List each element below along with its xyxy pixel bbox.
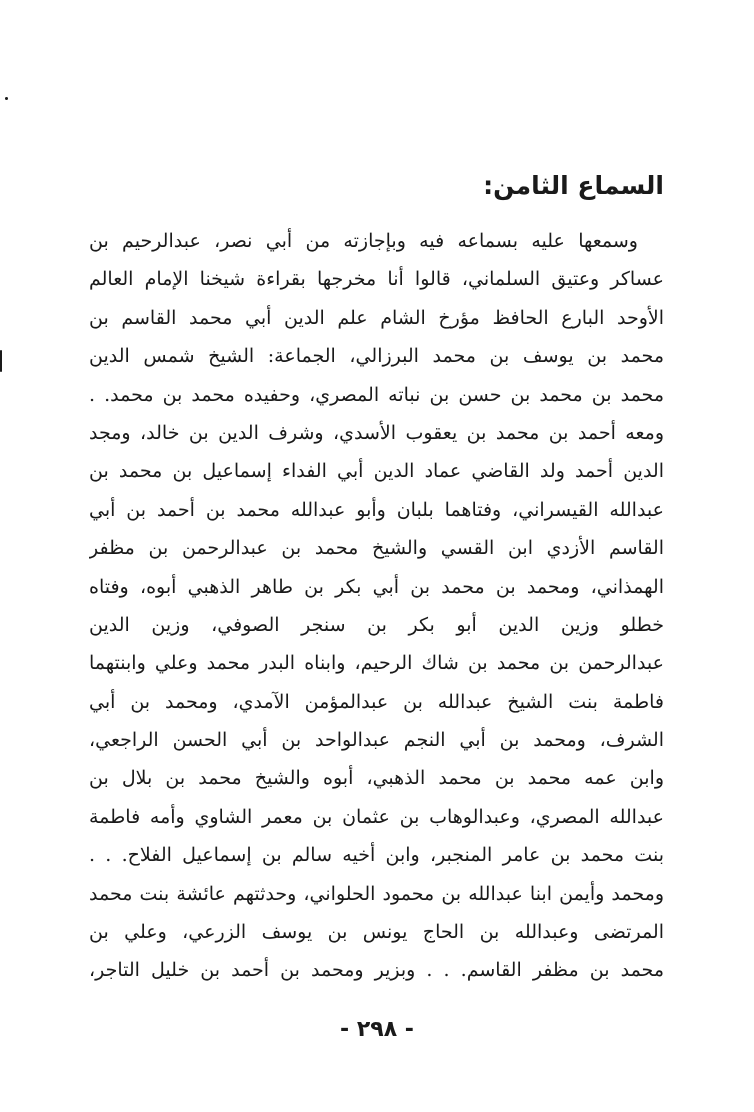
scan-speck: [5, 97, 8, 100]
text-line: الدين أحمد ولد القاضي عماد الدين أبي الفداء إسماعيل بن محمد بن: [89, 460, 664, 483]
text-line: الشرف، ومحمد بن أبي النجم عبدالواحد بن أبي الحسن الراجعي،: [89, 729, 664, 752]
text-line: عبدالله القيسراني، وفتاهما بلبان وأبو عبدالله محمد بن أحمد بن أبي: [89, 498, 664, 521]
text-line: القاسم الأزدي ابن القسي والشيخ محمد بن عبدالرحمن بن مظفر: [89, 537, 664, 560]
text-line: عبدالرحمن بن محمد بن شاك الرحيم، وابناه البدر محمد وعلي وابنتهما: [89, 652, 664, 675]
text-line: بنت محمد بن عامر المنجبر، وابن أخيه سالم بن إسماعيل الفلاح. . .: [89, 844, 664, 867]
text-line: فاطمة بنت الشيخ عبدالله بن عبدالمؤمن الآمدي، ومحمد بن أبي: [89, 690, 664, 713]
text-line: الأوحد البارع الحافظ مؤرخ الشام علم الدين أبي محمد القاسم بن: [89, 306, 664, 329]
text-line: ومعه أحمد بن محمد بن يعقوب الأسدي، وشرف الدين بن خالد، ومجد: [89, 421, 664, 444]
section-title: السماع الثامن:: [483, 171, 664, 200]
text-line: محمد بن مظفر القاسم. . . وبزير ومحمد بن أحمد بن خليل التاجر،: [89, 959, 664, 982]
page-number: - ٢٩٨ -: [340, 1017, 414, 1042]
text-line: الهمذاني، ومحمد بن محمد بن أبي بكر بن طاهر الذهبي أبوه، وفتاه: [89, 575, 664, 598]
text-line: محمد بن يوسف بن محمد البرزالي، الجماعة: الشيخ شمس الدين: [89, 345, 664, 368]
text-line: ومحمد وأيمن ابنا عبدالله بن محمود الحلواني، وحدثتهم عائشة بنت محمد: [89, 882, 664, 905]
text-line: عبدالله المصري، وعبدالوهاب بن عثمان بن معمر الشاوي وأمه فاطمة: [89, 805, 664, 828]
text-line: وسمعها عليه بسماعه فيه وبإجازته من أبي نصر، عبدالرحيم بن: [89, 230, 638, 252]
text-line: المرتضى وعبدالله بن الحاج يونس بن يوسف الزرعي، وعلي بن: [89, 921, 664, 944]
scan-edge-line: [0, 350, 2, 372]
text-line: خطلو وزين الدين أبو بكر بن سنجر الصوفي، وزين الدين: [89, 613, 664, 636]
text-line: عساكر وعتيق السلماني، قالوا أنا مخرجها بقراءة شيخنا الإمام العالم: [89, 268, 664, 291]
body-paragraph: [89, 222, 664, 990]
text-line: وابن عمه محمد بن محمد الذهبي، أبوه والشيخ محمد بن بلال بن: [89, 767, 664, 790]
text-line: محمد بن محمد بن حسن بن نباته المصري، وحفيده محمد بن محمد. .: [89, 383, 664, 406]
